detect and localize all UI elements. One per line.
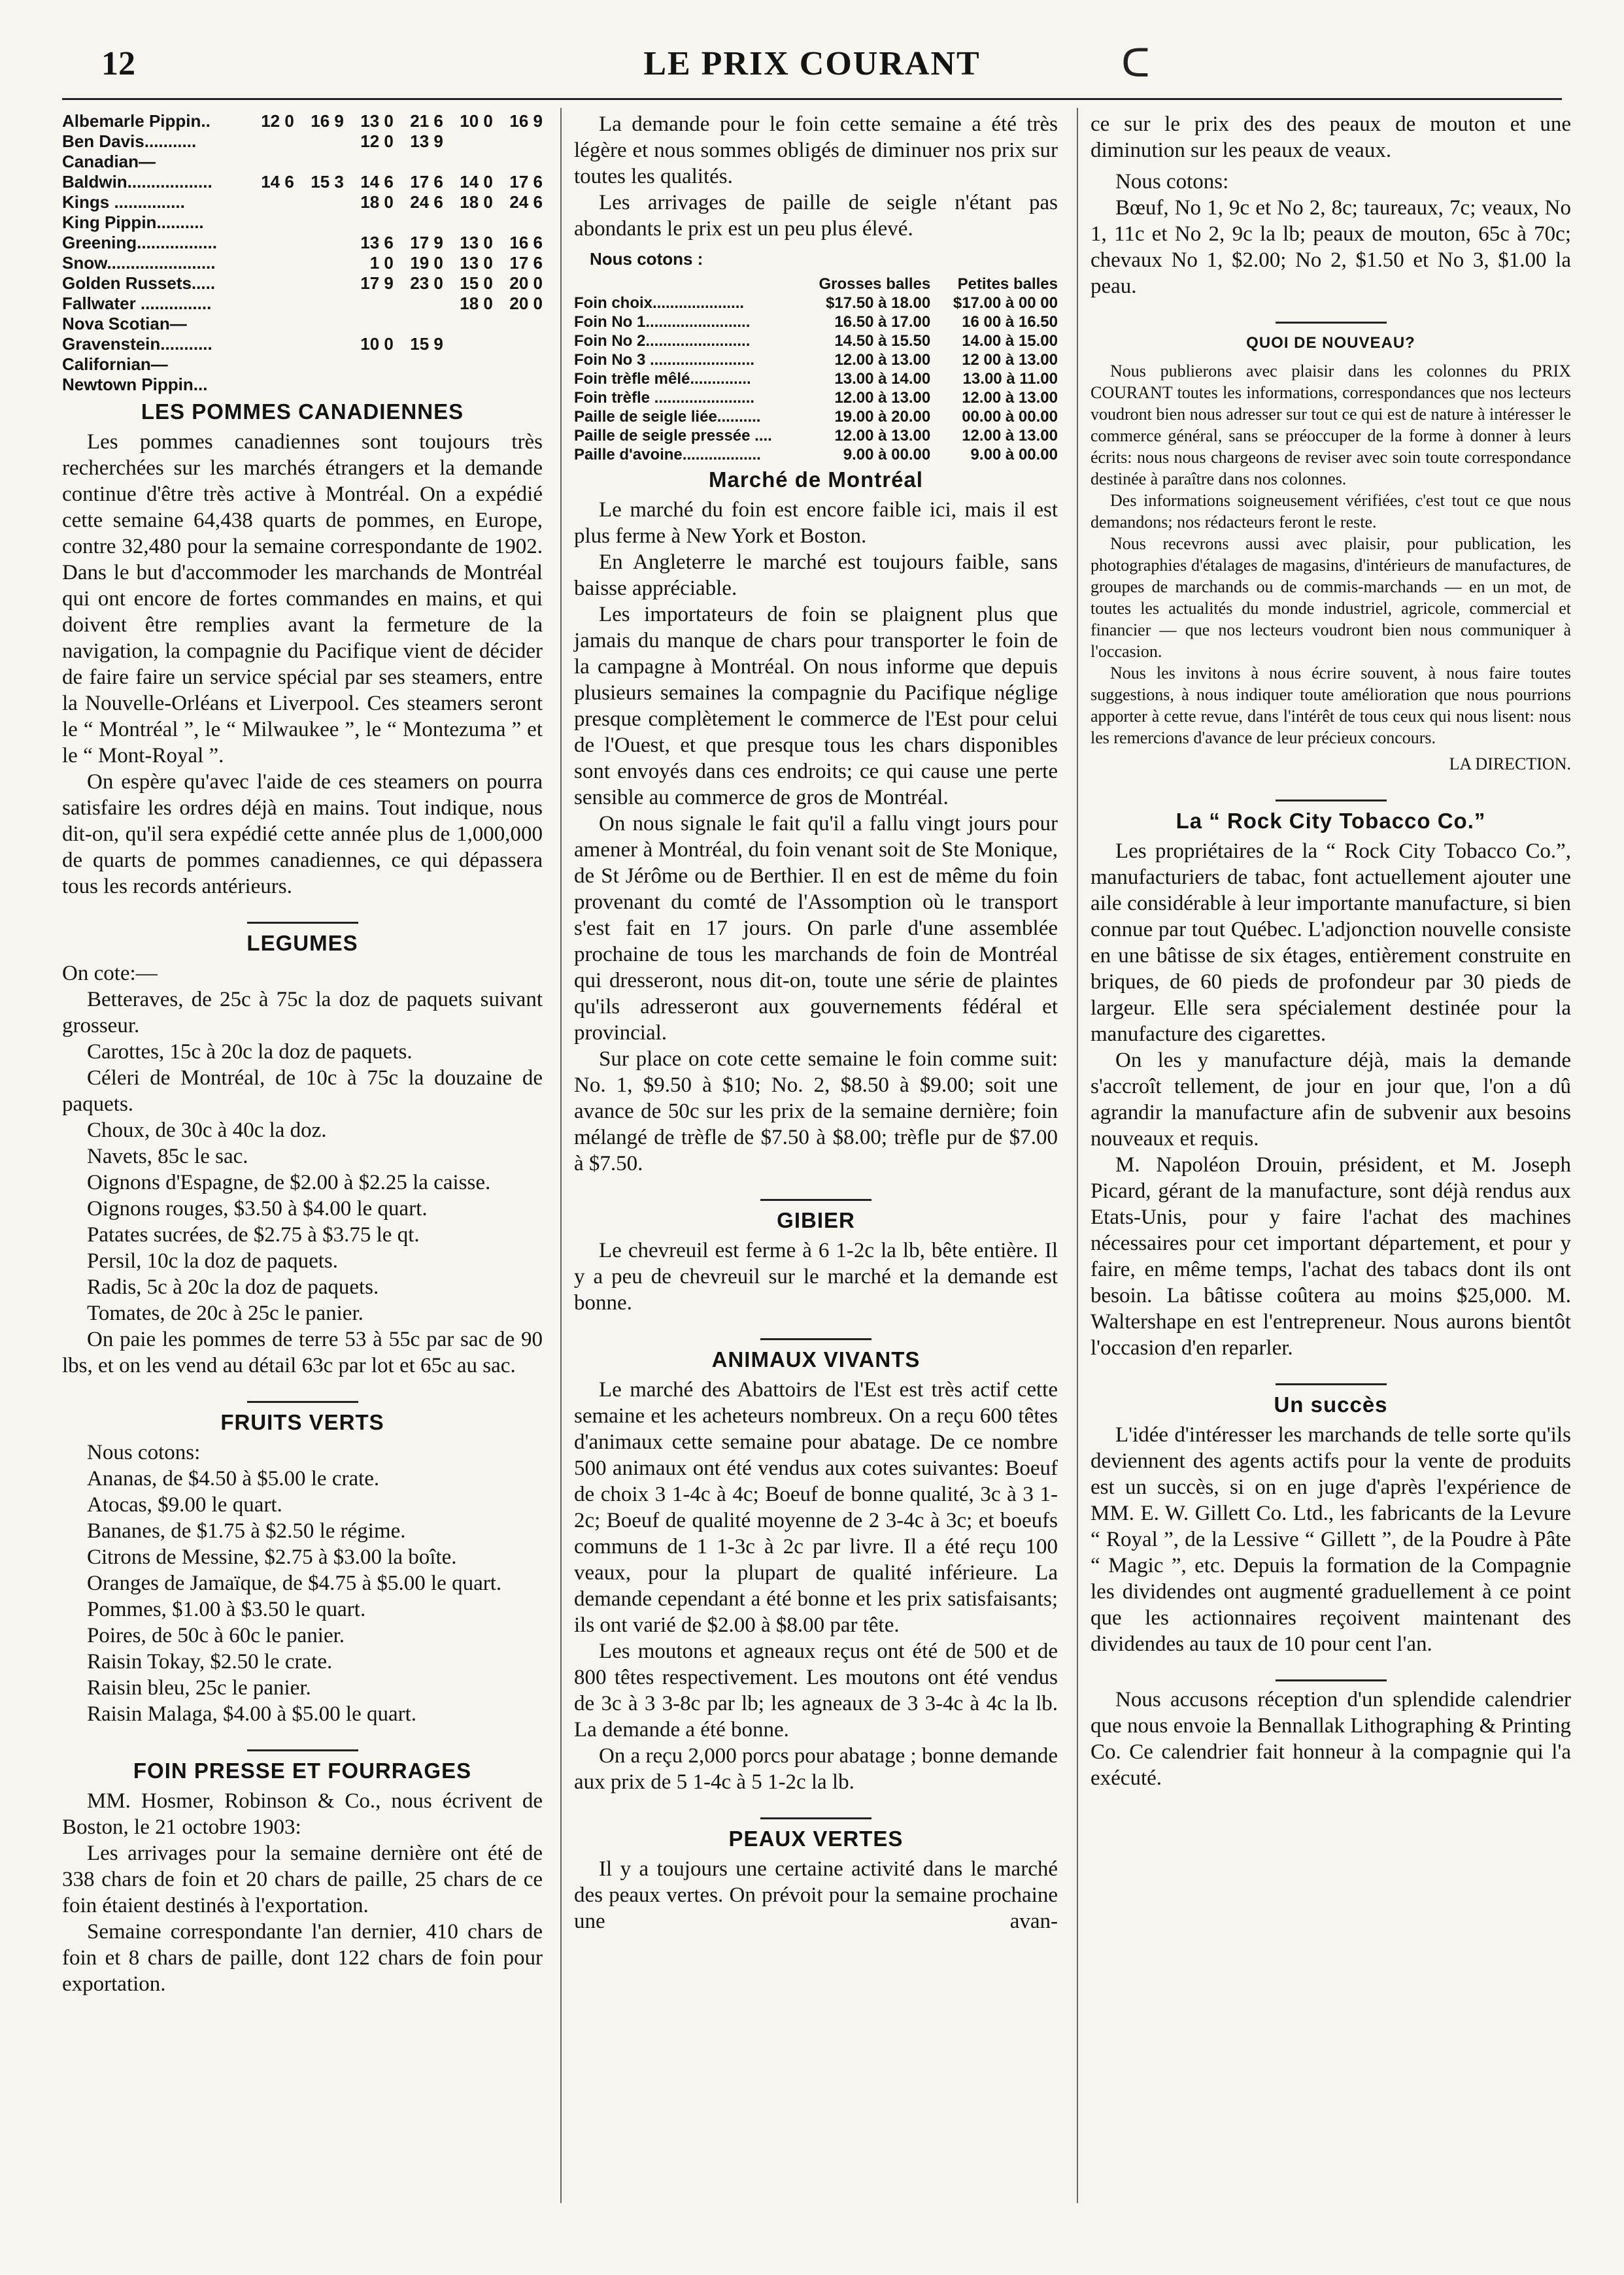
quoi-paragraph-1: Nous publierons avec plaisir dans les colonnes du PRIX COURANT toutes les informations, correspondances que nos lecteurs voudront bien nous adresser sur tout ce qui est de nature à intéresser le commerce général, sans se préoccuper de la forme à donner à leurs écrits: nous nous chargeons de reviser avec soin toute correspondance destinée à paraître dans nos colonnes.	[1091, 362, 1571, 488]
section-title-peaux: PEAUX VERTES	[728, 1827, 904, 1851]
foin-price-cell: 16 00 à 16.50	[962, 313, 1058, 331]
list-item: On paie les pommes de terre 53 à 55c par sac de 90 lbs, et on les vend au détail 63c par lot et 65c au sac.	[62, 1328, 543, 1377]
apple-variety: Gravenstein...........	[62, 334, 212, 354]
apple-price-cell	[245, 131, 294, 152]
apple-price-cell: 17 9	[410, 233, 443, 252]
list-item: Pommes, $1.00 à $3.50 le quart.	[87, 1598, 366, 1621]
table-row	[62, 334, 543, 354]
apple-price-cell: 21 6	[410, 111, 443, 131]
foin-price-table	[574, 275, 1058, 464]
marche-paragraph-2: En Angleterre le marché est toujours faible, sans baisse appréciable.	[574, 550, 1058, 600]
apple-price-cell	[443, 152, 493, 172]
apple-price-cell	[443, 212, 493, 233]
apple-variety: Newtown Pippin...	[62, 375, 208, 394]
apple-variety: Canadian—	[62, 152, 156, 171]
apple-price-cell	[344, 294, 394, 314]
section-title-animaux: ANIMAUX VIVANTS	[711, 1347, 921, 1372]
foin-grade: Foin No 3 ........................	[574, 351, 755, 369]
apple-price-cell	[245, 294, 294, 314]
calendrier-paragraph: Nous accusons réception d'un splendide calendrier que nous envoie la Bennallak Lithographing & Printing Co. Ce calendrier fait honneur à la compagnie qui l'a exécuté.	[1091, 1688, 1571, 1790]
section-title-gibier: GIBIER	[777, 1208, 855, 1232]
apple-price-cell	[294, 192, 344, 212]
list-item: Raisin Tokay, $2.50 le crate.	[87, 1650, 333, 1674]
apple-price-cell: 13 6	[360, 233, 394, 252]
section-divider	[1276, 322, 1387, 324]
foin-grade: Foin trèfle mêlé..............	[574, 370, 751, 388]
apple-price-cell	[443, 375, 493, 395]
foin-grade: Paille de seigle liée..........	[574, 408, 761, 426]
apple-price-cell: 15 3	[311, 172, 344, 192]
table-row	[62, 273, 543, 294]
pommes-paragraph-2: On espère qu'avec l'aide de ces steamers on pourra satisfaire les ordres déjà en mains. Tout indique, nous dit-on, qu'il sera expédié cette année plus de 1,000,000 de quarts de pommes canadiennes, ce qui dépassera tous les records antérieurs.	[62, 770, 543, 898]
apple-variety: Albemarle Pippin..	[62, 111, 211, 131]
apple-variety: Californian—	[62, 354, 168, 374]
column-rule-1	[560, 108, 562, 2203]
marche-paragraph-5: Sur place on cote cette semaine le foin comme suit: No. 1, $9.50 à $10; No. 2, $8.50 à $9.00; soit une avance de 50c sur les prix de la semaine dernière; foin mélangé de trèfle de $7.50 à $8.00; trèfle pur de $7.00 à $7.50.	[574, 1047, 1058, 1175]
table-row	[62, 233, 543, 253]
header-rule	[62, 98, 1562, 100]
apple-price-cell	[245, 273, 294, 294]
section-title-pommes: LES POMMES CANADIENNES	[141, 399, 464, 424]
table-row	[62, 131, 543, 152]
foin-price-cell: 12 00 à 13.00	[962, 351, 1058, 369]
section-divider	[247, 1749, 358, 1751]
apple-price-cell	[294, 294, 344, 314]
apple-price-cell	[394, 152, 443, 172]
table-row	[62, 152, 543, 172]
apple-price-cell: 16 9	[509, 111, 543, 131]
foin-price-cell: 00.00 à 00.00	[962, 408, 1058, 426]
list-item: Tomates, de 20c à 25c le panier.	[87, 1302, 364, 1325]
table-row	[574, 426, 1058, 445]
list-item: Bananes, de $1.75 à $2.50 le régime.	[87, 1519, 406, 1543]
foin-price-cell: 14.00 à 15.00	[962, 332, 1058, 350]
apple-price-cell	[344, 354, 394, 375]
column-rule-2	[1077, 108, 1078, 2203]
marche-paragraph-3: Les importateurs de foin se plaignent plus que jamais du manque de chars pour transporter le foin de la campagne à Montréal. On nous informe que depuis plusieurs semaines la compagnie du Pacifique néglige presque complètement le commerce de l'Est pour celui de l'Ouest, et que presque tous les chars disponibles sont envoyés dans ces endroits; ce qui cause une perte sensible au commerce de gros de Montréal.	[574, 603, 1058, 809]
page-header	[62, 39, 1562, 88]
apple-price-cell	[245, 233, 294, 253]
list-item: Navets, 85c le sac.	[87, 1145, 248, 1168]
quoi-paragraph-2: Des informations soigneusement vérifiées, c'est tout ce que nous demandons; nos rédacteurs feront le reste.	[1091, 491, 1571, 531]
apple-price-cell	[294, 314, 344, 334]
apple-price-cell	[245, 152, 294, 172]
apple-price-cell	[443, 354, 493, 375]
apple-price-cell	[344, 375, 394, 395]
list-item: Radis, 5c à 20c la doz de paquets.	[87, 1275, 379, 1299]
foin-grade: Foin choix.....................	[574, 294, 745, 312]
gibier-paragraph: Le chevreuil est ferme à 6 1-2c la lb, bête entière. Il y a peu de chevreuil sur le marché et la demande est bonne.	[574, 1239, 1058, 1315]
page-number: 12	[101, 45, 135, 82]
apple-price-cell	[245, 253, 294, 273]
nous-cotons-label: Nous cotons :	[590, 249, 703, 269]
list-item: Citrons de Messine, $2.75 à $3.00 la boîte.	[87, 1545, 457, 1569]
table-row	[574, 407, 1058, 426]
list-item: Choux, de 30c à 40c la doz.	[87, 1119, 327, 1142]
column-2	[574, 111, 1058, 1934]
apple-variety: Greening.................	[62, 233, 217, 252]
table-row	[574, 350, 1058, 369]
table-row	[62, 212, 543, 233]
apple-price-cell	[443, 131, 493, 152]
apple-price-cell	[443, 314, 493, 334]
apple-price-cell	[394, 212, 443, 233]
apple-price-cell: 17 6	[509, 172, 543, 192]
foin-paragraph-4: La demande pour le foin cette semaine a été très légère et nous sommes obligés de diminuer nos prix sur toutes les qualités.	[574, 112, 1058, 188]
legumes-list	[62, 986, 543, 1379]
apple-price-cell	[493, 314, 543, 334]
list-item: Ananas, de $4.50 à $5.00 le crate.	[87, 1467, 380, 1491]
fruits-list	[62, 1466, 543, 1727]
apple-price-cell	[245, 192, 294, 212]
list-item: Céleri de Montréal, de 10c à 75c la douzaine de paquets.	[62, 1066, 543, 1116]
peaux-nous-cotons: Nous cotons:	[1115, 170, 1229, 194]
apple-variety: King Pippin..........	[62, 212, 204, 232]
apple-price-cell	[344, 152, 394, 172]
apple-price-cell	[294, 212, 344, 233]
page-title: LE PRIX COURANT	[643, 45, 981, 82]
quoi-signature: LA DIRECTION.	[1449, 754, 1571, 773]
list-item: Raisin Malaga, $4.00 à $5.00 le quart.	[87, 1702, 417, 1726]
apple-price-cell	[394, 375, 443, 395]
apple-price-cell	[294, 375, 344, 395]
quoi-de-nouveau-block	[1091, 360, 1571, 749]
apple-price-cell	[294, 253, 344, 273]
list-item: Persil, 10c la doz de paquets.	[87, 1249, 338, 1273]
foin-price-cell: $17.00 à 00 00	[953, 294, 1058, 312]
foin-price-cell: 12.00 à 13.00	[962, 427, 1058, 445]
apple-price-cell: 19 0	[410, 253, 443, 273]
table-row	[62, 294, 543, 314]
foin-price-cell: 9.00 à 00.00	[970, 446, 1058, 463]
list-item: Oignons rouges, $3.50 à $4.00 le quart.	[87, 1197, 428, 1221]
apple-price-cell: 14 6	[261, 172, 294, 192]
section-divider	[247, 1401, 358, 1403]
apple-price-cell: 15 0	[460, 273, 493, 293]
apple-price-cell: 20 0	[509, 294, 543, 313]
peaux-prix: Bœuf, No 1, 9c et No 2, 8c; taureaux, 7c; veaux, No 1, 11c et No 2, 9c la lb; peaux de mouton, 65c à 70c; chevaux No 1, $2.00; No 2, $1.50 et No 3, $1.00 la peau.	[1091, 196, 1571, 298]
apple-price-cell	[344, 314, 394, 334]
section-divider	[760, 1817, 871, 1819]
foin-header-petites: Petites balles	[957, 275, 1058, 293]
animaux-paragraph-3: On a reçu 2,000 porcs pour abatage ; bonne demande aux prix de 5 1-4c à 5 1-2c la lb.	[574, 1744, 1058, 1794]
apple-price-cell: 20 0	[509, 273, 543, 293]
succes-paragraph: L'idée d'intéresser les marchands de telle sorte qu'ils deviennent des agents actifs pour la vente de produits est un succès, si on en juge d'après l'expérience de MM. E. W. Gillett Co. Ltd., les fabricants de la Levure “ Royal ”, de la Lessive “ Gillett ”, de la Poudre à Pâte “ Magic ”, etc. Depuis la formation de la Compagnie les dividendes ont augmenté graduellement à ce point que les actionnaires reçoivent maintenant des dividendes au taux de 10 pour cent l'an.	[1091, 1423, 1571, 1656]
table-row	[62, 375, 543, 395]
column-3	[1091, 111, 1571, 1791]
table-row	[62, 192, 543, 212]
apple-price-cell: 17 6	[509, 253, 543, 273]
table-row	[62, 314, 543, 334]
column-1	[62, 111, 543, 1997]
apple-price-cell: 14 6	[360, 172, 394, 192]
rock-paragraph-1: Les propriétaires de la “ Rock City Tobacco Co.”, manufacturiers de tabac, font actuellement ajouter une aile considérable à leur importante manufacture, si bien connue par tout Québec. L'adjonction nouvelle consiste en une bâtisse de six étages, entièrement construite en briques, de 60 pieds de profondeur par 30 pieds de largeur. Elle sera spécialement destinée pour la manufacture des cigarettes.	[1091, 839, 1571, 1046]
apple-price-cell: 12 0	[261, 111, 294, 131]
foin-grade: Foin No 1........................	[574, 313, 751, 331]
foin-grade: Foin trèfle .......................	[574, 389, 755, 407]
foin-grade: Foin No 2........................	[574, 332, 751, 350]
foin-price-cell: 12.00 à 13.00	[962, 389, 1058, 407]
apple-price-cell: 17 9	[360, 273, 394, 293]
foin-price-cell: $17.50 à 18.00	[826, 294, 931, 312]
list-item: Betteraves, de 25c à 75c la doz de paquets suivant grosseur.	[62, 988, 543, 1037]
table-row	[62, 253, 543, 273]
foin-price-cell: 14.50 à 15.50	[834, 332, 931, 350]
foin-price-cell: 13.00 à 14.00	[834, 370, 931, 388]
table-row	[574, 312, 1058, 331]
apple-price-cell	[493, 375, 543, 395]
section-divider	[247, 922, 358, 924]
apple-price-cell: 17 6	[410, 172, 443, 192]
stray-ink-mark: ᑕ	[1121, 42, 1150, 85]
apple-price-cell	[294, 152, 344, 172]
apple-price-cell	[443, 334, 493, 354]
apple-price-cell: 18 0	[360, 192, 394, 212]
foin-price-cell: 9.00 à 00.00	[843, 446, 931, 463]
apples-price-table	[62, 111, 543, 395]
table-row	[574, 331, 1058, 350]
apple-price-cell	[245, 354, 294, 375]
apple-price-cell: 14 0	[460, 172, 493, 192]
apple-price-cell	[344, 212, 394, 233]
apple-price-cell	[245, 212, 294, 233]
apple-price-cell	[294, 131, 344, 152]
peaux-paragraph: Il y a toujours une certaine activité dans le marché des peaux vertes. On prévoit pour la semaine prochaine une avan-	[574, 1857, 1058, 1933]
table-row	[62, 354, 543, 375]
apple-price-cell	[394, 354, 443, 375]
apple-price-cell	[493, 131, 543, 152]
foin-price-cell: 19.00 à 20.00	[834, 408, 931, 426]
section-title-marche: Marché de Montréal	[709, 467, 923, 492]
apple-variety: Nova Scotian—	[62, 314, 187, 333]
foin-header-grosses: Grosses balles	[819, 275, 931, 293]
apple-price-cell	[493, 152, 543, 172]
section-divider	[1276, 1383, 1387, 1385]
apple-price-cell: 23 0	[410, 273, 443, 293]
fruits-intro: Nous cotons:	[87, 1441, 201, 1464]
apple-price-cell: 16 6	[509, 233, 543, 252]
foin-price-cell: 13.00 à 11.00	[962, 370, 1058, 388]
foin-paragraph-2: Les arrivages pour la semaine dernière ont été de 338 chars de foin et 20 chars de paille, 25 chars de ce foin étaient destinés à l'exportation.	[62, 1842, 543, 1917]
section-title-foin: FOIN PRESSE ET FOURRAGES	[133, 1759, 472, 1783]
section-title-legumes: LEGUMES	[246, 931, 358, 955]
section-title-quoi: QUOI DE NOUVEAU?	[1246, 334, 1415, 352]
list-item: Oignons d'Espagne, de $2.00 à $2.25 la caisse.	[87, 1171, 491, 1194]
apple-price-cell: 13 0	[360, 111, 394, 131]
apple-variety: Snow.......................	[62, 253, 216, 273]
apple-price-cell	[245, 375, 294, 395]
list-item: Carottes, 15c à 20c la doz de paquets.	[87, 1040, 413, 1064]
table-row	[574, 294, 1058, 312]
foin-paragraph-3: Semaine correspondante l'an dernier, 410 chars de foin et 8 chars de paille, dont 122 chars de foin pour exportation.	[62, 1920, 543, 1996]
foin-grade: Paille de seigle pressée ....	[574, 427, 772, 445]
list-item: Patates sucrées, de $2.75 à $3.75 le qt.	[87, 1223, 420, 1247]
foin-price-cell: 12.00 à 13.00	[834, 389, 931, 407]
apple-price-cell	[294, 233, 344, 253]
foin-price-cell: 16.50 à 17.00	[834, 313, 931, 331]
apple-price-cell: 1 0	[369, 253, 394, 273]
apple-variety: Ben Davis...........	[62, 131, 197, 151]
apple-price-cell: 18 0	[460, 192, 493, 212]
marche-paragraph-4: On nous signale le fait qu'il a fallu vingt jours pour amener à Montréal, du foin venant soit de Ste Monique, de St Jérôme ou de Berthier. Il en est de même du foin provenant du comté de l'Assomption où le transport s'est fait en 17 jours. On parle d'une assemblée prochaine de tous les marchands de foin de Montréal qui dresseront, nous dit-on, toute une série de plaintes qu'ils adresseront aux gouvernements fédéral et provincial.	[574, 812, 1058, 1045]
apple-variety: Fallwater ...............	[62, 294, 212, 313]
apple-variety: Kings ...............	[62, 192, 185, 212]
list-item: Atocas, $9.00 le quart.	[87, 1493, 282, 1517]
table-row	[62, 111, 543, 131]
apple-price-cell	[493, 334, 543, 354]
apple-price-cell: 18 0	[460, 294, 493, 313]
list-item: Oranges de Jamaïque, de $4.75 à $5.00 le quart.	[87, 1572, 502, 1595]
apple-price-cell	[245, 334, 294, 354]
foin-paragraph-5: Les arrivages de paille de seigle n'étant pas abondants le prix est un peu plus élevé.	[574, 191, 1058, 241]
pommes-paragraph-1: Les pommes canadiennes sont toujours très recherchées sur les marchés étrangers et la demande continue d'être très active à Montréal. On a expédié cette semaine 64,438 quarts de pommes, en Europe, contre 32,480 pour la semaine correspondante de 1902. Dans le but d'accommoder les marchands de Montréal qui ont encore de fortes commandes en mains, et qui doivent être remplies avant la fermeture de la navigation, la compagnie du Pacifique vient de décider de faire faire un service spécial par ses steamers, entre la Nouvelle-Orléans et Liverpool. Ces steamers seront le “ Montréal ”, le “ Milwaukee ”, le “ Montezuma ” et le “ Mont-Royal ”.	[62, 430, 543, 767]
apple-price-cell	[394, 294, 443, 314]
section-divider	[760, 1199, 871, 1201]
list-item: Poires, de 50c à 60c le panier.	[87, 1624, 345, 1647]
section-divider	[760, 1338, 871, 1340]
apple-variety: Baldwin..................	[62, 172, 212, 192]
apple-price-cell: 10 0	[360, 334, 394, 354]
apple-price-cell: 13 9	[410, 131, 443, 151]
section-title-rock-city: La “ Rock City Tobacco Co.”	[1176, 809, 1486, 833]
section-divider	[1276, 800, 1387, 801]
apple-price-cell	[493, 354, 543, 375]
apple-price-cell: 24 6	[410, 192, 443, 212]
table-row	[574, 369, 1058, 388]
animaux-paragraph-2: Les moutons et agneaux reçus ont été de 500 et de 800 têtes respectivement. Les moutons ont été vendus de 3c à 3 3-8c par lb; les agneaux de 3 3-4c à 4c la lb. La demande a été bonne.	[574, 1640, 1058, 1742]
apple-price-cell	[245, 314, 294, 334]
apple-price-cell	[493, 212, 543, 233]
foin-price-cell: 12.00 à 13.00	[834, 351, 931, 369]
quoi-paragraph-3: Nous recevrons aussi avec plaisir, pour publication, les photographies d'étalages de magasins, d'intérieurs de manufactures, de groupes de marchands ou de commis-marchands — en un mot, de toutes les actualités du monde industriel, agricole, commercial et financier — que nos lecteurs voudront bien nous communiquer à l'occasion.	[1091, 534, 1571, 661]
section-title-succes: Un succès	[1274, 1392, 1388, 1417]
apple-price-cell: 15 9	[410, 334, 443, 354]
apple-price-cell: 13 0	[460, 233, 493, 252]
table-row	[574, 388, 1058, 407]
foin-grade: Paille d'avoine..................	[574, 446, 761, 463]
apple-price-cell: 16 9	[311, 111, 344, 131]
quoi-paragraph-4: Nous les invitons à nous écrire souvent, à nous faire toutes suggestions, à nous indiquer toute amélioration que nous pourrions apporter à cette revue, dans l'intérêt de tous ceux qui nous lisent: nous les remercions d'avance de leur précieux concours.	[1091, 664, 1571, 747]
rock-paragraph-3: M. Napoléon Drouin, président, et M. Joseph Picard, gérant de la manufacture, sont déjà rendus aux Etats-Unis, pour y faire l'achat des machines nécessaires pour cet important département, et pour y faire, en même temps, l'achat des tabacs dont ils ont besoin. La bâtisse coûtera au moins $25,000. M. Waltershape en est l'entrepreneur. Nous aurons bientôt l'occasion d'en reparler.	[1091, 1153, 1571, 1360]
apple-price-cell: 12 0	[360, 131, 394, 151]
list-item: Raisin bleu, 25c le panier.	[87, 1676, 311, 1700]
apple-price-cell	[294, 334, 344, 354]
table-row	[62, 172, 543, 192]
foin-price-cell: 12.00 à 13.00	[834, 427, 931, 445]
apple-price-cell	[294, 273, 344, 294]
apple-price-cell: 10 0	[460, 111, 493, 131]
section-title-fruits: FRUITS VERTS	[220, 1410, 384, 1434]
apple-price-cell	[394, 314, 443, 334]
apple-price-cell	[294, 354, 344, 375]
section-divider	[1276, 1679, 1387, 1681]
animaux-paragraph-1: Le marché des Abattoirs de l'Est est très actif cette semaine et les acheteurs nombreux. On a reçu 600 têtes d'animaux cette semaine pour abatage. De ce nombre 500 animaux ont été vendus aux cotes suivantes: Boeuf de choix 3 1-4c à 4c; Boeuf de bonne qualité, 3c à 3 1-2c; Boeuf de qualité moyenne de 2 3-4c à 3c; et boeufs communs de 1 1-3c à 2c par livre. Il a été reçu 100 veaux, pour la plupart de qualité inférieure. La demande cependant a été bonne et les prix satisfaisants; ils ont varié de $2.00 à $8.00 par tête.	[574, 1378, 1058, 1637]
table-row	[574, 445, 1058, 464]
rock-paragraph-2: On les y manufacture déjà, mais la demande s'accroît tellement, de jour en jour que, l'on a dû agrandir la manufacture afin de subvenir aux besoins nouveaux et requis.	[1091, 1049, 1571, 1151]
foin-paragraph-1: MM. Hosmer, Robinson & Co., nous écrivent de Boston, le 21 octobre 1903:	[62, 1789, 543, 1839]
peaux-continued: ce sur le prix des des peaux de mouton et une diminution sur les peaux de veaux.	[1091, 112, 1571, 162]
marche-paragraph-1: Le marché du foin est encore faible ici, mais il est plus ferme à New York et Boston.	[574, 498, 1058, 548]
apple-variety: Golden Russets.....	[62, 273, 216, 293]
legumes-intro: On cote:—	[62, 962, 158, 985]
apple-price-cell: 13 0	[460, 253, 493, 273]
apple-price-cell: 24 6	[509, 192, 543, 212]
